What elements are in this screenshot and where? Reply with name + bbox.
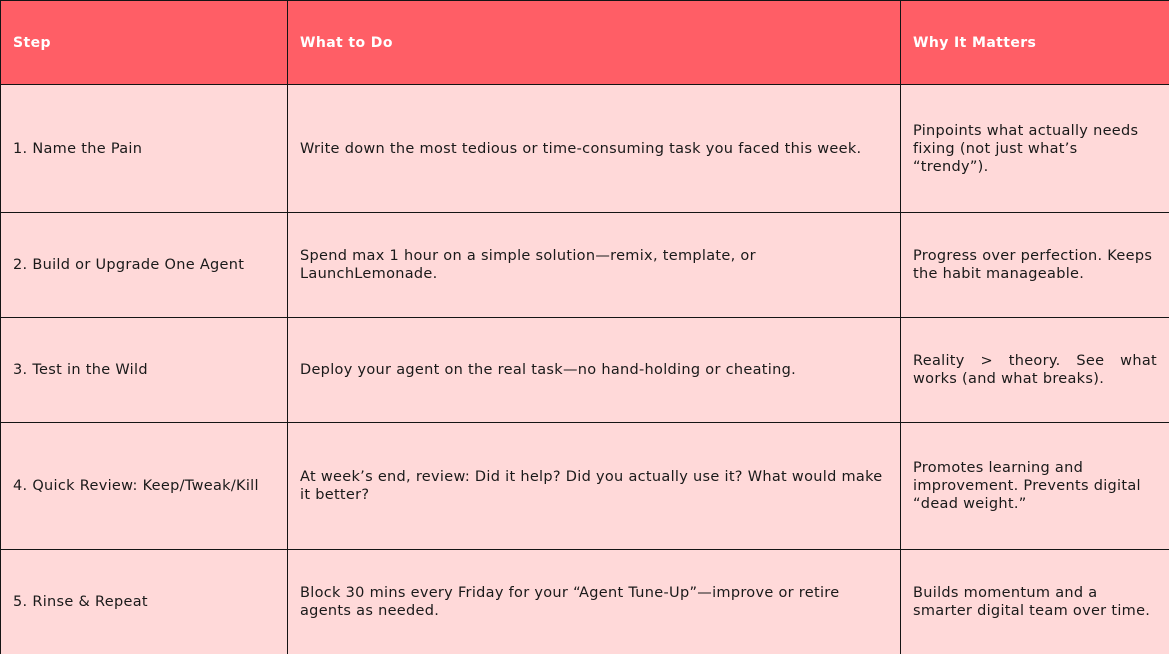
why-cell: Pinpoints what actually needs fixing (not just what’s “trendy”).	[901, 85, 1169, 213]
table-header	[1, 1, 1169, 85]
table-row	[1, 213, 1169, 318]
step-cell: 4. Quick Review: Keep/Tweak/Kill	[1, 423, 288, 550]
table-row	[1, 85, 1169, 213]
step-cell: 1. Name the Pain	[1, 85, 288, 213]
header-step: Step	[1, 1, 288, 85]
what-cell: Write down the most tedious or time-consuming task you faced this week.	[288, 85, 901, 213]
what-cell: Deploy your agent on the real task—no hand-holding or cheating.	[288, 318, 901, 423]
table-row	[1, 318, 1169, 423]
what-cell: At week’s end, review: Did it help? Did you actually use it? What would make it better?	[288, 423, 901, 550]
step-cell: 5. Rinse & Repeat	[1, 550, 288, 654]
header-what-to-do: What to Do	[288, 1, 901, 85]
step-cell: 3. Test in the Wild	[1, 318, 288, 423]
step-cell: 2. Build or Upgrade One Agent	[1, 213, 288, 318]
why-cell: Builds momentum and a smarter digital team over time.	[901, 550, 1169, 654]
header-row	[1, 1, 1169, 85]
table-body	[1, 85, 1169, 654]
why-cell: Reality > theory. See what works (and what breaks).	[901, 318, 1169, 423]
what-cell: Block 30 mins every Friday for your “Agent Tune-Up”—improve or retire agents as needed.	[288, 550, 901, 654]
table-row	[1, 423, 1169, 550]
what-cell: Spend max 1 hour on a simple solution—remix, template, or LaunchLemonade.	[288, 213, 901, 318]
why-cell: Promotes learning and improvement. Prevents digital “dead weight.”	[901, 423, 1169, 550]
table-row	[1, 550, 1169, 654]
header-why-it-matters: Why It Matters	[901, 1, 1169, 85]
why-cell: Progress over perfection. Keeps the habit manageable.	[901, 213, 1169, 318]
